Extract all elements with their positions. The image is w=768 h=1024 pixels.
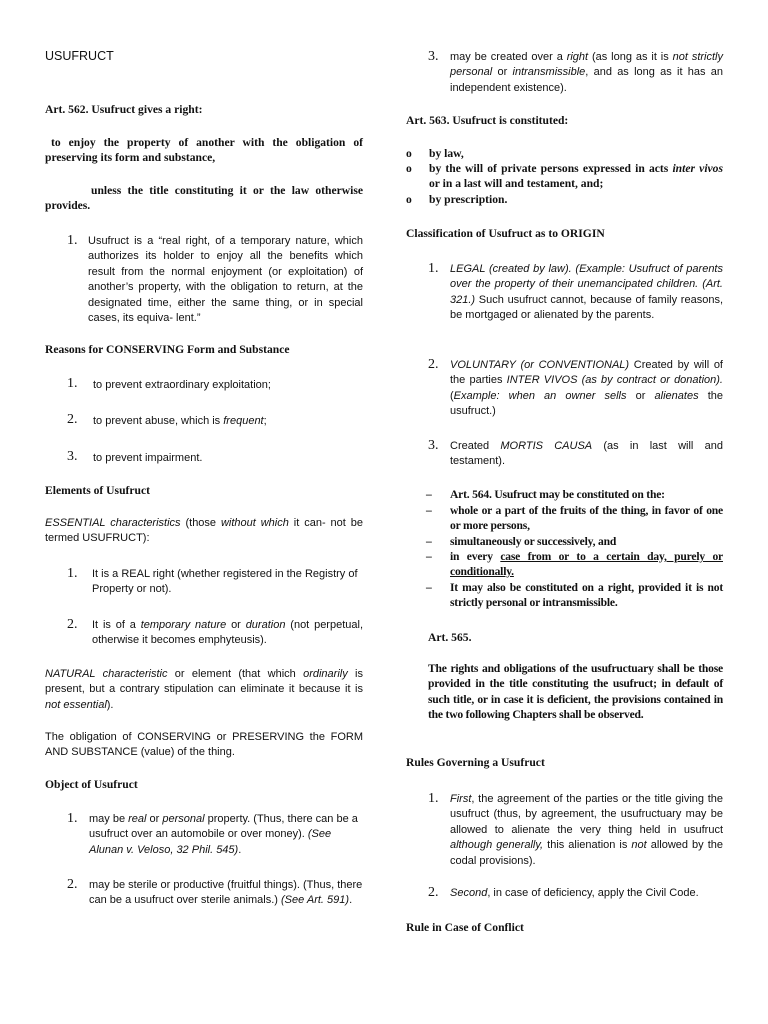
object-1-number: 1. (67, 811, 78, 826)
reason-1-number: 1. (67, 376, 78, 391)
natural-characteristic: NATURAL characteristic or element (that which ordinarily is present, but a contrary stipulation can eliminate it because it is not essential). (45, 668, 363, 711)
reason-2-text: to prevent abuse, which is frequent; (93, 415, 267, 427)
essential-2-number: 2. (67, 617, 78, 632)
document-title: USUFRUCT (45, 49, 114, 63)
dash-marker: – (426, 581, 432, 594)
definition-text: Usufruct is a “real right, of a temporary nature, which authorizes its holder to enjoy all the benefits which result from the normal enjoyment (or exploitation) of another’s property, with the obligation to return, at the designated time, either the same thing, or in special cases, its equiva- lent.” (88, 235, 363, 325)
art565-text: The rights and obligations of the usufructuary shall be those provided in the title constituting the usufruct; in default of such title, or in case it is deficient, the provisions contained in the two following Chapters shall be observed. (428, 662, 723, 722)
object-heading: Object of Usufruct (45, 778, 138, 791)
reason-1-text: to prevent extraordinary exploitation; (93, 379, 271, 391)
art564-every-case: – in every case from or to a certain day, purely or conditionally. (426, 550, 723, 579)
item3-number: 3. (428, 49, 439, 64)
art562-heading: Art. 562. Usufruct gives a right: (45, 103, 203, 116)
item3-text: may be created over a right (as long as it is not strictly personal or intransmissible, and as long as it has an independent existence). (450, 51, 723, 94)
object-1-text: may be real or personal property. (Thus, there can be a usufruct over an automobile or over money). (See Alunan v. Veloso, 32 Phil. 545). (89, 813, 358, 856)
reason-3-number: 3. (67, 449, 78, 464)
art562-paragraph-2: unless the title constituting it or the law otherwise provides. (45, 184, 363, 213)
classification-heading: Classification of Usufruct as to ORIGIN (406, 227, 605, 240)
bullet-marker: o (406, 193, 412, 206)
essential-1-number: 1. (67, 566, 78, 581)
essential-2-text: It is of a temporary nature or duration (not perpetual, otherwise it becomes emphyteusis). (92, 619, 363, 647)
art564-on-a-right: – It may also be constituted on a right, provided it is not strictly personal or intransmissible. (426, 581, 723, 610)
rule-1-text: First, the agreement of the parties or the title giving the usufruct (thus, by agreement, the usufructuary may be allowed to alienate the very thing held in usufruct although generally, this alienation is not allowed by the codal provisions). (450, 793, 723, 867)
reasons-heading: Reasons for CONSERVING Form and Substance (45, 343, 290, 356)
object-2-number: 2. (67, 877, 78, 892)
reason-3-text: to prevent impairment. (93, 452, 203, 464)
dash-marker: – (426, 504, 432, 517)
obligation-text: The obligation of CONSERVING or PRESERVING the FORM AND SUBSTANCE (value) of the thing. (45, 731, 363, 759)
essential-characteristics: ESSENTIAL characteristics (those without which it can- not be termed USUFRUCT): (45, 517, 363, 545)
art563-heading: Art. 563. Usufruct is constituted: (406, 114, 569, 127)
conflict-heading: Rule in Case of Conflict (406, 921, 524, 934)
object-2-text: may be sterile or productive (fruitful things). (Thus, there can be a usufruct over sterile animals.) (See Art. 591). (89, 879, 363, 907)
art563-item-2: o by the will of private persons expressed in acts inter vivos or in a last will and testament, and; (406, 162, 723, 191)
class-2-number: 2. (428, 357, 439, 372)
art562-paragraph-1: to enjoy the property of another with the obligation of preserving its form and substance, (45, 136, 363, 165)
art564-simultaneously: – simultaneously or successively, and (426, 535, 617, 548)
class-3-number: 3. (428, 438, 439, 453)
class-1-number: 1. (428, 261, 439, 276)
dash-marker: – (426, 488, 432, 501)
art565-heading: Art. 565. (428, 631, 472, 644)
essential-1-text: It is a REAL right (whether registered in the Registry of Property or not). (92, 568, 358, 596)
art564-whole-or-part: – whole or a part of the fruits of the thing, in favor of one or more persons, (426, 504, 723, 533)
art563-item-1: o by law, (406, 147, 464, 160)
rules-heading: Rules Governing a Usufruct (406, 756, 545, 769)
bullet-marker: o (406, 147, 412, 160)
reason-2-number: 2. (67, 412, 78, 427)
class-3-text: Created MORTIS CAUSA (as in last will and testament). (450, 440, 723, 468)
dash-marker: – (426, 550, 432, 563)
class-1-text: LEGAL (created by law). (Example: Usufruct of parents over the property of their unemancipated children. (Art. 321.) Such usufruct cannot, because of family reasons, be mortgaged or alienated by the parents. (450, 263, 723, 322)
rule-1-number: 1. (428, 791, 439, 806)
definition-number: 1. (67, 233, 78, 248)
elements-heading: Elements of Usufruct (45, 484, 150, 497)
art564-line: – Art. 564. Usufruct may be constituted on the: (426, 488, 665, 501)
bullet-marker: o (406, 162, 412, 175)
rule-2-number: 2. (428, 885, 439, 900)
rule-2-text: Second, in case of deficiency, apply the Civil Code. (450, 887, 699, 899)
dash-marker: – (426, 535, 432, 548)
art563-item-3: o by prescription. (406, 193, 508, 206)
class-2-text: VOLUNTARY (or CONVENTIONAL) Created by will of the parties INTER VIVOS (as by contract or donation). (Example: when an owner sells or alienates the usufruct.) (450, 359, 723, 418)
